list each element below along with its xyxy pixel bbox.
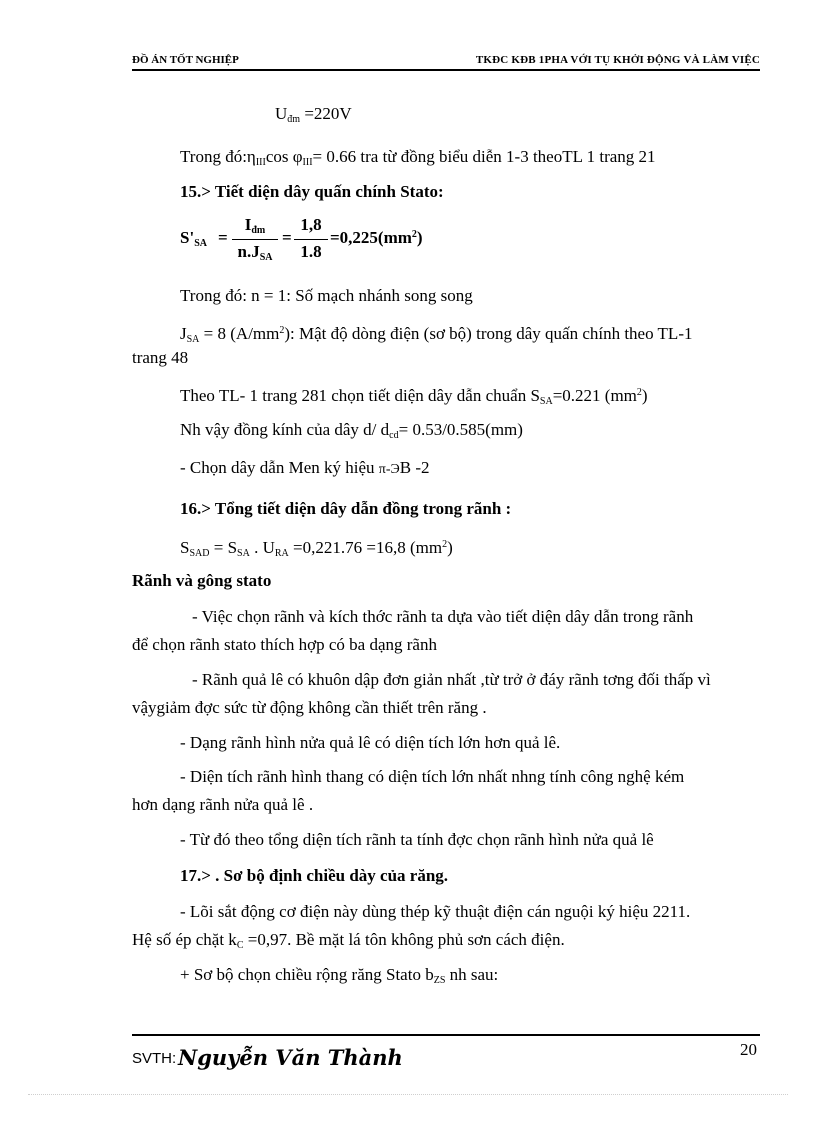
slot-yoke-heading: Rãnh và gông stato — [132, 571, 272, 590]
ssad-line: $S_{SAD} = S_{SA}$ . $U_{RA} =0,221.76 =16,8$ $(mm^2)$ — [180, 538, 453, 559]
svth-label: SVTH: — [132, 1050, 177, 1067]
jsa-continuation: trang 48 — [132, 348, 189, 367]
udm-line: $U_{đm} =220V$ — [275, 104, 352, 125]
author-signature: Nguyễn Văn Thành — [178, 1045, 403, 1070]
para-6-line-2: Hệ số ép chặt $k_C =0,97$. Bề mặt lá tôn không phủ sơn cách điện. — [132, 930, 565, 951]
para-5: - Từ đó theo tổng diện tích rãnh ta tính đợc chọn rãnh hình nửa quả lê — [180, 830, 654, 849]
jsa-line: $J_{SA} = 8$ $(A/mm^2)$: Mật độ dòng điện (sơ bộ) trong dây quấn chính theo TL-1 — [180, 324, 693, 345]
para-2-line-1: - Rãnh quả lê có khuôn dập đơn giản nhất ,từ trở ở đáy rãnh tơng đối thấp vì — [192, 670, 711, 689]
diameter-line: Nh vậy đồng kính của dây d/ $d_{cd}= 0.53/0.585(mm)$ — [180, 420, 523, 441]
formula-den-2: 1.8 — [300, 242, 322, 261]
page-header — [132, 53, 760, 71]
para-4-line-1: - Diện tích rãnh hình thang có diện tích lớn nhất nhng tính công nghệ kém — [180, 767, 685, 786]
formula-num-2: 1,8 — [300, 215, 322, 234]
page-bottom-divider — [28, 1094, 788, 1095]
trongdo-n-line: Trong đó: n = 1: Số mạch nhánh song song — [180, 286, 473, 305]
formula-den-1: $n.J_{SA}$ — [237, 242, 273, 263]
para-3: - Dạng rãnh hình nửa quả lê có diện tích lớn hơn quả lê. — [180, 733, 561, 752]
theo-tl-line: Theo TL- 1 trang 281 chọn tiết diện dây dẫn chuẩn $S_{SA}=0.221$ $(mm^2)$ — [180, 386, 648, 407]
header-right: TKĐC KĐB 1PHA VỚI TỤ KHỞI ĐỘNG VÀ LÀM VIỆC — [475, 54, 760, 66]
para-7: + Sơ bộ chọn chiều rộng răng Stato $b_{ZS}$ nh sau: — [180, 965, 499, 986]
trongdo-eta-line: Trong $đó:\eta_{III}\cos$ $\varphi_{III}= 0.66$ tra từ đồng biểu diễn 1-3 theoTL 1 trang 21 — [180, 147, 656, 168]
header-left: ĐỒ ÁN TỐT NGHIỆP — [132, 54, 239, 66]
footer-rule — [132, 1034, 760, 1036]
formula-num-1: $I_{đm}$ — [244, 215, 266, 236]
wire-symbol: π-Э — [378, 462, 400, 477]
formula-rhs: $=0,225(mm^2)$ — [330, 228, 423, 247]
para-4-line-2: hơn dạng rãnh nửa quả lê . — [132, 795, 314, 814]
section-15-heading: 15.> Tiết diện dây quấn chính Stato: — [180, 182, 444, 201]
formula-lhs: $S'_{SA}$ — [180, 228, 207, 249]
section-16-heading: 16.> Tổng tiết diện dây dẫn đồng trong rãnh : — [180, 499, 512, 518]
choose-wire-line: - Chọn dây dẫn Men ký hiệu π-ЭB -2 — [180, 458, 430, 477]
page-number: 20 — [740, 1040, 757, 1059]
cross-section-formula: $S'_{SA}$ = $I_{đm}$ $n.J_{SA}$ = 1,8 1.8 $=0,225(mm^2)$ — [180, 215, 423, 263]
para-2-line-2: vậygiảm đợc sức từ động không cần thiết trên răng . — [132, 698, 487, 717]
para-6-line-1: - Lõi sắt động cơ điện này dùng thép kỹ thuật điện cán nguội ký hiệu 2211. — [180, 902, 691, 921]
para-1-line-1: - Việc chọn rãnh và kích thớc rãnh ta dựa vào tiết diện dây dẫn trong rãnh — [192, 607, 694, 626]
section-17-heading: 17.> . Sơ bộ định chiều dày của răng. — [180, 866, 449, 885]
para-1-line-2: để chọn rãnh stato thích hợp có ba dạng rãnh — [132, 635, 437, 654]
